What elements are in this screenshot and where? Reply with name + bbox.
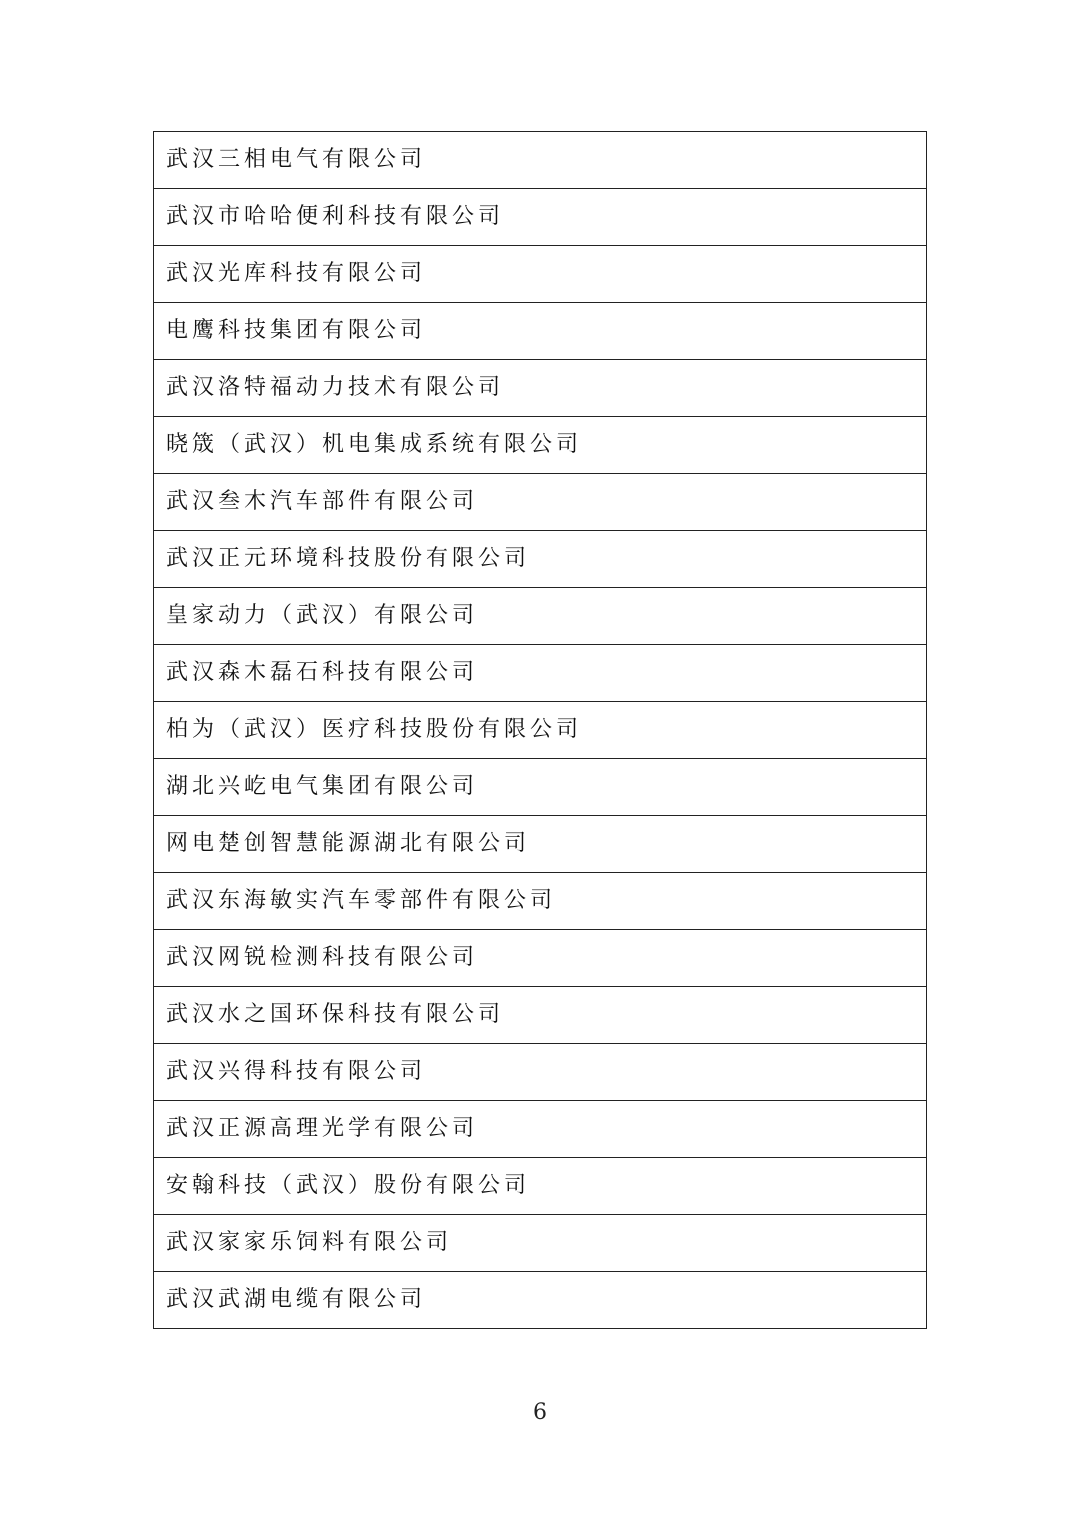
company-name-cell: 武汉正源高理光学有限公司 — [154, 1101, 927, 1158]
table-row — [154, 1272, 927, 1329]
company-name-cell: 武汉光库科技有限公司 — [154, 246, 927, 303]
table-row — [154, 1215, 927, 1272]
company-name-cell: 武汉三相电气有限公司 — [154, 132, 927, 189]
company-name-cell: 武汉洛特福动力技术有限公司 — [154, 360, 927, 417]
table-row — [154, 1101, 927, 1158]
table-row — [154, 132, 927, 189]
table-row — [154, 588, 927, 645]
table-row — [154, 645, 927, 702]
table-row — [154, 1044, 927, 1101]
table-row — [154, 360, 927, 417]
company-name-cell: 武汉正元环境科技股份有限公司 — [154, 531, 927, 588]
table-row — [154, 303, 927, 360]
table-row — [154, 816, 927, 873]
company-name-cell: 武汉兴得科技有限公司 — [154, 1044, 927, 1101]
table-row — [154, 759, 927, 816]
table-row — [154, 987, 927, 1044]
page-number: 6 — [533, 1400, 547, 1425]
company-name-cell: 网电楚创智慧能源湖北有限公司 — [154, 816, 927, 873]
company-name-cell: 武汉家家乐饲料有限公司 — [154, 1215, 927, 1272]
company-name-cell: 武汉水之国环保科技有限公司 — [154, 987, 927, 1044]
table-row — [154, 417, 927, 474]
table-row — [154, 702, 927, 759]
table-row — [154, 531, 927, 588]
company-name-cell: 武汉武湖电缆有限公司 — [154, 1272, 927, 1329]
company-name-cell: 武汉森木磊石科技有限公司 — [154, 645, 927, 702]
company-name-cell: 晓筬（武汉）机电集成系统有限公司 — [154, 417, 927, 474]
table-row — [154, 189, 927, 246]
company-name-cell: 武汉网锐检测科技有限公司 — [154, 930, 927, 987]
company-list-table — [153, 131, 927, 1329]
company-name-cell: 武汉市哈哈便利科技有限公司 — [154, 189, 927, 246]
table-row — [154, 474, 927, 531]
company-name-cell: 皇家动力（武汉）有限公司 — [154, 588, 927, 645]
company-name-cell: 柏为（武汉）医疗科技股份有限公司 — [154, 702, 927, 759]
table-row — [154, 930, 927, 987]
table-row — [154, 1158, 927, 1215]
table-row — [154, 873, 927, 930]
company-name-cell: 武汉叁木汽车部件有限公司 — [154, 474, 927, 531]
company-name-cell: 电鹰科技集团有限公司 — [154, 303, 927, 360]
company-name-cell: 湖北兴屹电气集团有限公司 — [154, 759, 927, 816]
table-row — [154, 246, 927, 303]
company-name-cell: 武汉东海敏实汽车零部件有限公司 — [154, 873, 927, 930]
company-name-cell: 安翰科技（武汉）股份有限公司 — [154, 1158, 927, 1215]
